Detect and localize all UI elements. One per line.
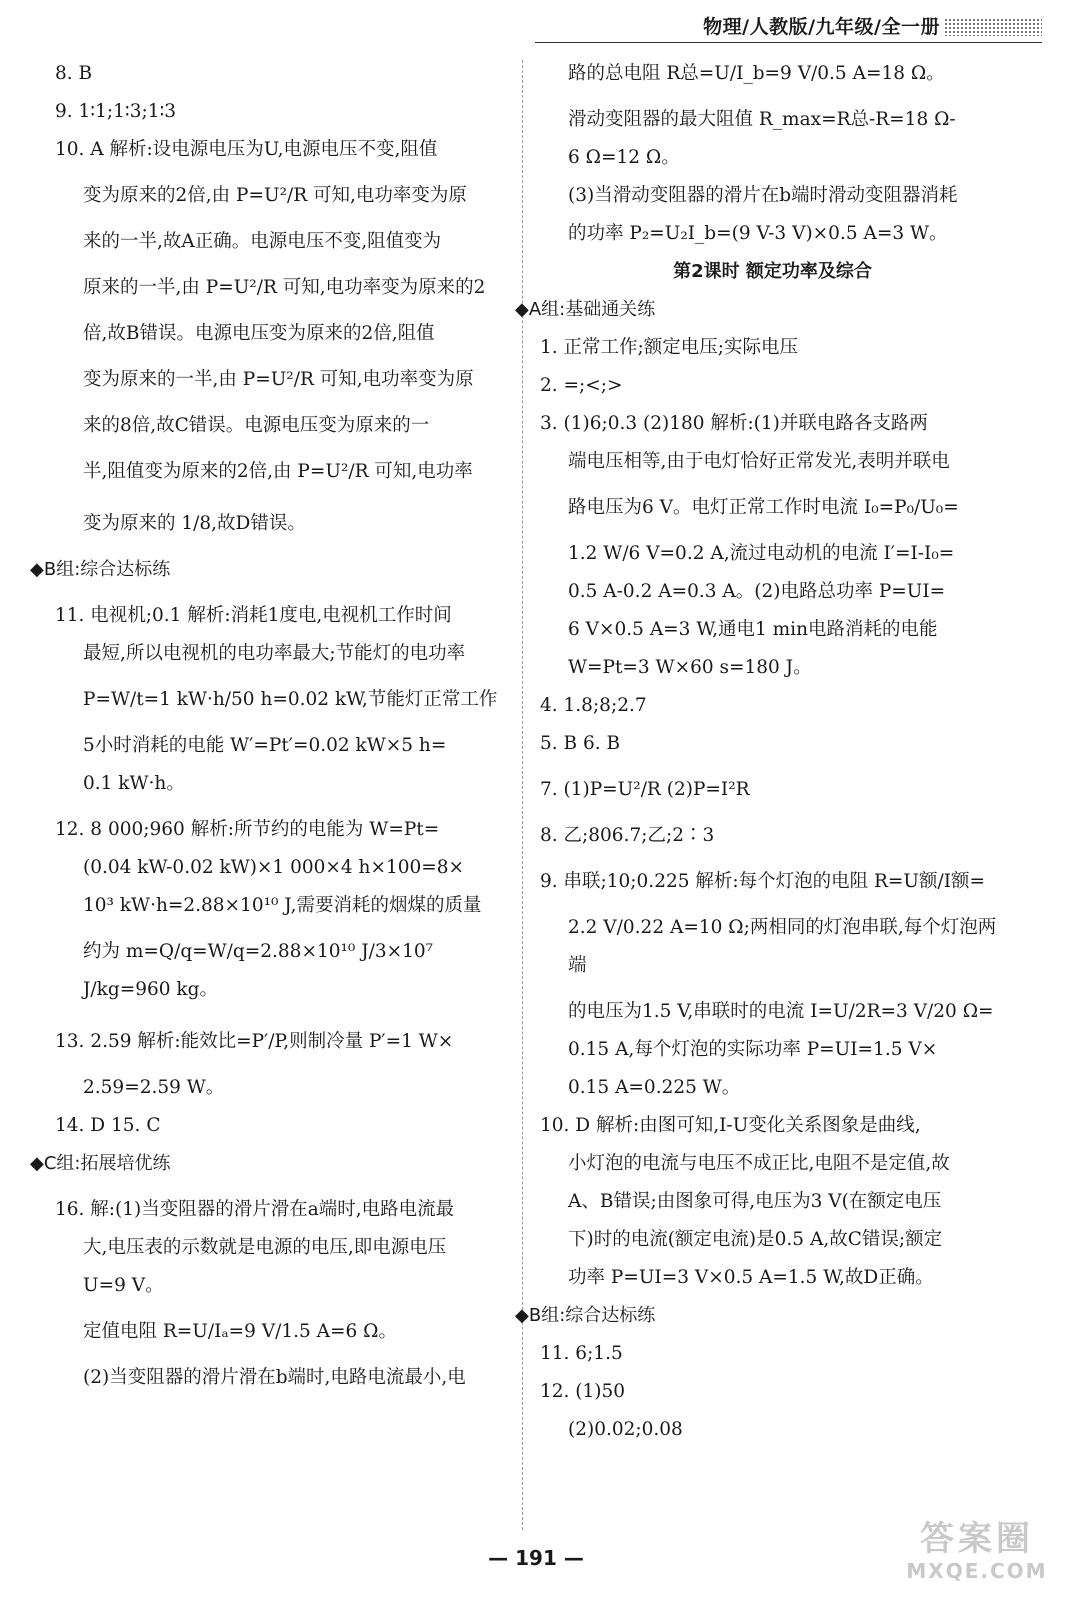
answer-11-line: P=W/t=1 kW·h/50 h=0.02 kW,节能灯正常工作 — [83, 689, 498, 710]
answer-10-line: 来的8倍,故C错误。电源电压变为原来的一 — [83, 415, 430, 436]
answer-r2: 2. =;<;> — [540, 375, 623, 396]
answer-14-15: 14. D 15. C — [55, 1115, 161, 1136]
answer-11-line: 最短,所以电视机的电功率最大;节能灯的电功率 — [83, 643, 466, 664]
answer-r9-line: 2.2 V/0.22 A=10 Ω;两相同的灯泡串联,每个灯泡两端 — [568, 917, 997, 976]
book-series-title: 物理/人教版/九年级/全一册 — [703, 16, 940, 38]
answer-10-line: 变为原来的一半,由 P=U²/R 可知,电功率变为原 — [83, 369, 474, 390]
answer-9: 9. 1∶1;1∶3;1∶3 — [55, 101, 177, 122]
answer-r3-line: 端电压相等,由于电灯恰好正常发光,表明并联电 — [568, 451, 950, 472]
answer-r10-line: 功率 P=UI=3 V×0.5 A=1.5 W,故D正确。 — [568, 1267, 934, 1288]
answer-16-line: (3)当滑动变阻器的滑片在b端时滑动变阻器消耗 — [568, 185, 958, 206]
group-b-heading-right: ◆B组:综合达标练 — [515, 1305, 656, 1326]
answer-12-line: 10³ kW·h=2.88×10¹⁰ J,需要消耗的烟煤的质量 — [83, 895, 482, 916]
answer-16-line: 的功率 P₂=U₂I_b=(9 V-3 V)×0.5 A=3 W。 — [568, 223, 948, 244]
group-a-heading: ◆A组:基础通关练 — [515, 299, 656, 320]
group-c-heading: ◆C组:拓展培优练 — [30, 1153, 171, 1174]
answer-16-line: 定值电阻 R=U/Iₐ=9 V/1.5 A=6 Ω。 — [83, 1321, 397, 1342]
right-column — [515, 55, 1005, 1449]
watermark-text-top: 答案圈 — [920, 1519, 1034, 1559]
watermark-text-bottom: MXQE.COM — [906, 1559, 1048, 1583]
answer-16-line: 滑动变阻器的最大阻值 R_max=R总-R=18 Ω- — [568, 109, 956, 130]
answer-r9-line: 0.15 A=0.225 W。 — [568, 1077, 741, 1098]
answer-12-line: 约为 m=Q/q=W/q=2.88×10¹⁰ J/3×10⁷ J/kg=960 kg。 — [83, 941, 434, 1000]
answer-10-line: 半,阻值变为原来的2倍,由 P=U²/R 可知,电功率 — [83, 461, 473, 482]
answer-8: 8. B — [55, 63, 93, 84]
left-column — [30, 55, 510, 1397]
header-dot-pattern — [944, 18, 1042, 36]
answer-r12: 12. (1)50 — [540, 1381, 626, 1402]
answer-r9-line: 的电压为1.5 V,串联时的电流 I=U/2R=3 V/20 Ω= — [568, 1001, 994, 1022]
answer-12-line: (0.04 kW-0.02 kW)×1 000×4 h×100=8× — [83, 857, 465, 878]
answer-11-line: 0.1 kW·h。 — [83, 773, 185, 794]
answer-10-line: 原来的一半,由 P=U²/R 可知,电功率变为原来的2 — [83, 277, 486, 298]
answer-r3-line: 6 V×0.5 A=3 W,通电1 min电路消耗的电能 — [568, 619, 938, 640]
answer-r10-line: 下)时的电流(额定电流)是0.5 A,故C错误;额定 — [568, 1229, 943, 1250]
answer-r10-line: 小灯泡的电流与电压不成正比,电阻不是定值,故 — [568, 1153, 950, 1174]
answer-12: 12. 8 000;960 解析:所节约的电能为 W=Pt= — [55, 819, 440, 840]
answer-r12-line: (2)0.02;0.08 — [568, 1419, 683, 1440]
answer-16-line: U=9 V。 — [83, 1275, 164, 1296]
answer-r10-line: A、B错误;由图象可得,电压为3 V(在额定电压 — [568, 1191, 942, 1212]
header-rule — [535, 42, 1042, 43]
answer-r5-6: 5. B 6. B — [540, 733, 621, 754]
answer-r3-line: 0.5 A-0.2 A=0.3 A。(2)电路总功率 P=UI= — [568, 581, 946, 602]
watermark-logo — [902, 1520, 1052, 1588]
page-number: — 191 — — [488, 1546, 584, 1570]
answer-r9: 9. 串联;10;0.225 解析:每个灯泡的电阻 R=U额/I额= — [540, 871, 986, 892]
answer-10-line: 变为原来的2倍,由 P=U²/R 可知,电功率变为原 — [83, 185, 467, 206]
answer-r1: 1. 正常工作;额定电压;实际电压 — [540, 337, 798, 358]
answer-r8: 8. 乙;806.7;乙;2∶3 — [540, 825, 715, 846]
answer-16-line: 大,电压表的示数就是电源的电压,即电源电压 — [83, 1237, 447, 1258]
answer-r9-line: 0.15 A,每个灯泡的实际功率 P=UI=1.5 V× — [568, 1039, 938, 1060]
answer-r3-line: 路电压为6 V。电灯正常工作时电流 I₀=P₀/U₀= — [568, 497, 959, 518]
answer-16-line: (2)当变阻器的滑片滑在b端时,电路电流最小,电 — [83, 1367, 466, 1388]
answer-10-line: 倍,故B错误。电源电压变为原来的2倍,阻值 — [83, 323, 435, 344]
answer-11-line: 5小时消耗的电能 W′=Pt′=0.02 kW×5 h= — [83, 735, 447, 756]
answer-r7: 7. (1)P=U²/R (2)P=I²R — [540, 779, 750, 800]
group-b-heading: ◆B组:综合达标练 — [30, 559, 171, 580]
answer-16-line: 6 Ω=12 Ω。 — [568, 147, 680, 168]
answer-r3-line: W=Pt=3 W×60 s=180 J。 — [568, 657, 812, 678]
answer-16-line: 路的总电阻 R总=U/I_b=9 V/0.5 A=18 Ω。 — [568, 63, 945, 84]
answer-10-line: 来的一半,故A正确。电源电压不变,阻值变为 — [83, 231, 442, 252]
answer-10-line: 变为原来的 1/8,故D错误。 — [83, 513, 306, 534]
page-header — [0, 8, 1072, 42]
answer-r10: 10. D 解析:由图可知,I-U变化关系图象是曲线, — [540, 1115, 921, 1136]
answer-r4: 4. 1.8;8;2.7 — [540, 695, 647, 716]
answer-16: 16. 解:(1)当变阻器的滑片滑在a端时,电路电流最 — [55, 1199, 455, 1220]
answer-11: 11. 电视机;0.1 解析:消耗1度电,电视机工作时间 — [55, 605, 452, 626]
answer-10: 10. A 解析:设电源电压为U,电源电压不变,阻值 — [55, 139, 438, 160]
answer-13: 13. 2.59 解析:能效比=P′/P,则制冷量 P′=1 W× — [55, 1031, 454, 1052]
answer-r3: 3. (1)6;0.3 (2)180 解析:(1)并联电路各支路两 — [540, 413, 928, 434]
answer-13-line: 2.59=2.59 W。 — [83, 1077, 225, 1098]
lesson-title: 第2课时 额定功率及综合 — [673, 261, 872, 282]
answer-r11: 11. 6;1.5 — [540, 1343, 623, 1364]
answer-r3-line: 1.2 W/6 V=0.2 A,流过电动机的电流 I′=I-I₀= — [568, 543, 955, 564]
